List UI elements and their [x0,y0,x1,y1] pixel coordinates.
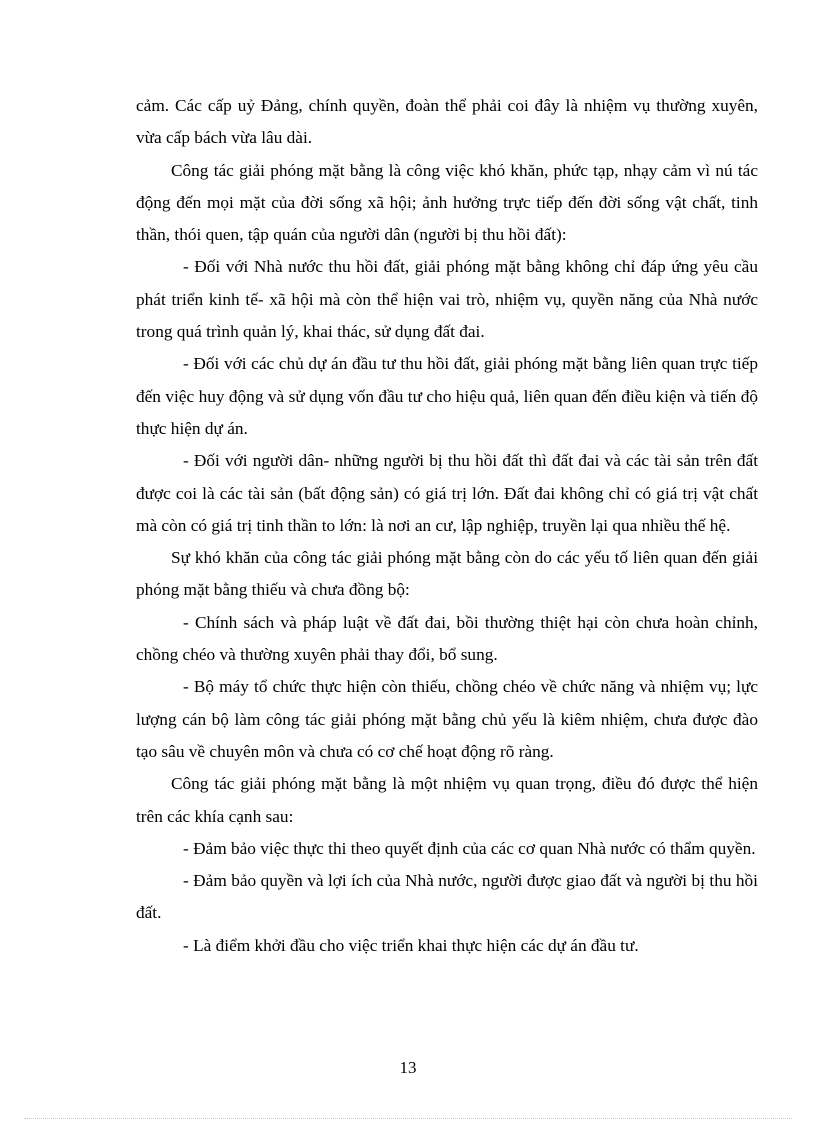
paragraph: Công tác giải phóng mặt bằng là một nhiệm vụ quan trọng, điều đó được thể hiện trên các khía cạnh sau: [136,774,758,826]
paragraph: - Đối với các chủ dự án đầu tư thu hồi đất, giải phóng mặt bằng liên quan trực tiếp đến việc huy động và sử dụng vốn đầu tư cho hiệu quả, liên quan đến điều kiện và tiến độ thực hiện dự án. [136,354,758,438]
paragraph: Công tác giải phóng mặt bằng là công việc khó khăn, phức tạp, nhạy cảm vì nú tác động đến mọi mặt của đời sống xã hội; ảnh hưởng trực tiếp đến đời sống vật chất, tinh thần, thói quen, tập quán của người dân (người bị thu hồi đất): [136,160,758,245]
paragraph: - Bộ máy tổ chức thực hiện còn thiếu, chồng chéo về chức năng và nhiệm vụ; lực lượng cán bộ làm công tác giải phóng mặt bằng chủ yếu là kiêm nhiệm, chưa được đào tạo sâu về chuyên môn và chưa có cơ chế hoạt động rõ ràng. [136,677,758,761]
paragraph: - Đảm bảo việc thực thi theo quyết định của các cơ quan Nhà nước có thẩm quyền. [183,838,756,858]
paragraph: Sự khó khăn của công tác giải phóng mặt bằng còn do các yếu tố liên quan đến giải phóng mặt bằng thiếu và chưa đồng bộ: [136,548,758,600]
page-number: 13 [399,1058,417,1077]
page-bottom-divider [24,1118,792,1119]
body-text [136,90,758,962]
paragraph: - Đối với người dân- những người bị thu hồi đất thì đất đai và các tài sản trên đất được coi là các tài sản (bất động sản) có giá trị lớn. Đất đai không chỉ có giá trị vật chất mà còn có giá trị tinh thần to lớn: là nơi an cư, lập nghiệp, truyền lại qua nhiều thế hệ. [136,451,758,535]
paragraph: - Đối với Nhà nước thu hồi đất, giải phóng mặt bằng không chỉ đáp ứng yêu cầu phát triển kinh tế- xã hội mà còn thể hiện vai trò, nhiệm vụ, quyền năng của Nhà nước trong quá trình quản lý, khai thác, sử dụng đất đai. [136,257,758,342]
paragraph: cảm. Các cấp uỷ Đảng, chính quyền, đoàn thể phải coi đây là nhiệm vụ thường xuyên, vừa cấp bách vừa lâu dài. [136,96,758,148]
paragraph: - Chính sách và pháp luật về đất đai, bồi thường thiệt hại còn chưa hoàn chỉnh, chồng chéo và thường xuyên phải thay đổi, bổ sung. [136,612,758,665]
paragraph: - Đảm bảo quyền và lợi ích của Nhà nước, người được giao đất và người bị thu hồi đất. [136,871,758,923]
paragraph: - Là điểm khởi đầu cho việc triển khai thực hiện các dự án đầu tư. [183,935,639,955]
